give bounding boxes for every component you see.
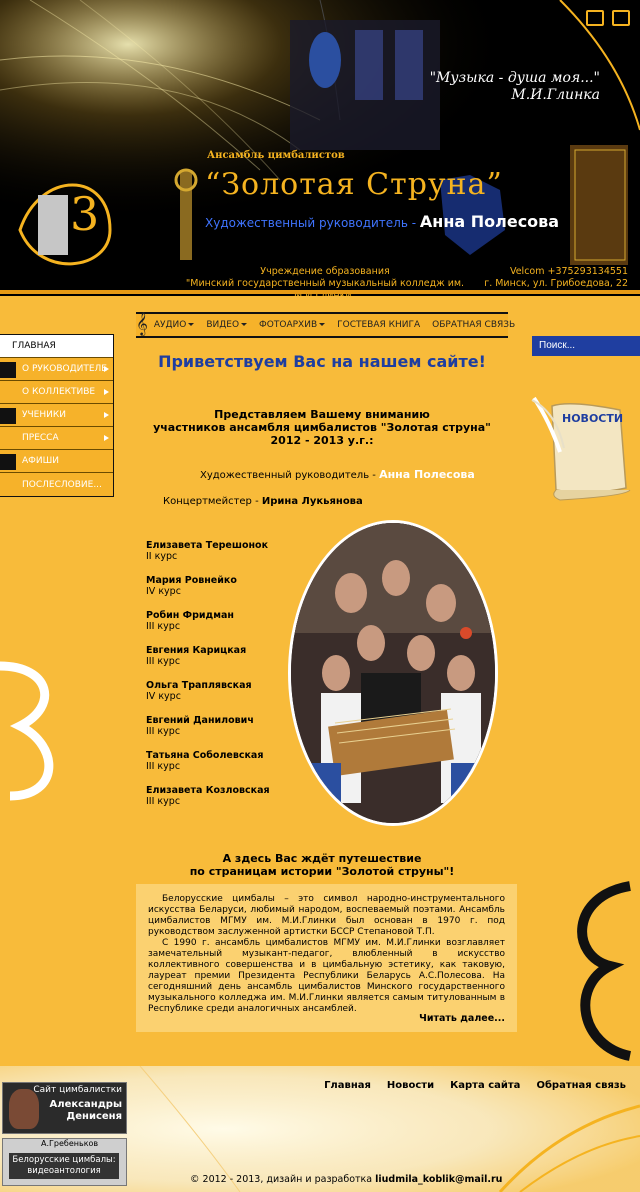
header-quote <box>430 70 600 104</box>
concertmaster-name: Ирина Лукьянова <box>261 496 363 507</box>
svg-text:3: 3 <box>70 187 100 241</box>
member-year: III курс <box>146 796 181 807</box>
member-name: Робин Фридман <box>146 610 234 621</box>
present-line: Представляем Вашему вниманию <box>214 408 430 421</box>
nav-feedback[interactable]: ОБРАТНАЯ СВЯЗЬ <box>432 320 516 330</box>
search-input[interactable] <box>532 336 640 356</box>
header-icons <box>586 10 630 26</box>
top-navigation <box>136 311 516 338</box>
nav-photo-archive[interactable]: ФОТОАРХИВ <box>253 320 331 330</box>
art-director-label: Художественный руководитель - <box>205 216 420 230</box>
sidebar-item-afterword[interactable]: ПОСЛЕСЛОВИЕ... <box>22 479 102 490</box>
member-name: Татьяна Соболевская <box>146 750 264 761</box>
member-name: Елизавета Козловская <box>146 785 270 796</box>
copyright-text: © 2012 - 2013, дизайн и разработка <box>190 1174 376 1185</box>
phone: Velcom +375293134551 <box>509 266 628 277</box>
sidebar-item-posters[interactable]: АФИШИ <box>0 450 113 473</box>
banner-author: А.Гребеньков <box>41 1139 99 1148</box>
institution-line1: Учреждение образования <box>260 266 390 277</box>
chevron-right-icon <box>104 435 109 441</box>
member-year: IV курс <box>146 691 181 702</box>
list-item <box>146 680 286 715</box>
member-year: III курс <box>146 761 181 772</box>
sidebar-item-students[interactable]: УЧЕНИКИ <box>0 404 113 427</box>
member-year: IV курс <box>146 586 181 597</box>
presentation-heading <box>136 408 508 447</box>
art-director-credit <box>200 468 475 481</box>
nav-guestbook[interactable]: ГОСТЕВАЯ КНИГА <box>337 320 421 330</box>
ensemble-title: “Золотая Струна” <box>205 167 503 202</box>
quote-author: М.И.Глинка <box>511 87 600 103</box>
footer-navigation <box>324 1080 626 1091</box>
welcome-heading: Приветствуем Вас на нашем сайте! <box>158 352 486 371</box>
sitemap-icon[interactable] <box>586 10 604 26</box>
chevron-down-icon <box>188 323 194 326</box>
footer-link-feedback[interactable]: Обратная связь <box>536 1080 626 1091</box>
journey-heading <box>136 852 508 878</box>
history-paragraph: С 1990 г. ансамбль цимбалистов МГМУ им. М.И.Глинки возглавляет замечательный музыкант-педагог, влюбленный в искусство коллективного совершенства и в цимбальную эстетику, как таковую, лауреат премии Президента Республики Беларусь А.С.Полесова. На сегодняшний день ансамбль цимбалистов Минского государственного музыкального колледжа им. М.И.Глинки является самым титулованным в Республике среди аналогичных ансамблей. <box>148 938 505 1014</box>
member-year: III курс <box>146 726 181 737</box>
header-banner <box>0 0 640 296</box>
ensemble-subtitle: Ансамбль цимбалистов <box>207 150 345 161</box>
content-area <box>0 296 640 1066</box>
quote-text: "Музыка - душа моя..." <box>429 70 600 86</box>
member-year: III курс <box>146 621 181 632</box>
list-item <box>146 540 286 575</box>
history-box <box>136 884 517 1032</box>
banner-video-anthology[interactable] <box>2 1138 127 1186</box>
list-item <box>146 645 286 680</box>
ensemble-photo-image <box>291 523 495 823</box>
banner-title: Сайт цимбалистки <box>33 1085 122 1095</box>
address: г. Минск, ул. Грибоедова, 22 <box>484 278 628 289</box>
banner-title: Белорусские цимбалы: видеоантология <box>9 1153 119 1179</box>
sidebar-item-director[interactable]: О РУКОВОДИТЕЛЕ <box>0 358 113 381</box>
list-item <box>146 715 286 750</box>
contacts <box>484 266 628 290</box>
present-line: участников ансамбля цимбалистов "Золотая струна" <box>153 421 491 434</box>
treble-clef-icon: 𝄞 <box>136 311 148 335</box>
sidebar-item-collective[interactable]: О КОЛЛЕКТИВЕ <box>0 381 113 404</box>
concertmaster-label: Концертмейстер - <box>163 496 262 507</box>
chevron-right-icon <box>104 389 109 395</box>
member-name: Евгений Данилович <box>146 715 254 726</box>
concertmaster-credit <box>163 496 363 507</box>
read-more-link[interactable]: Читать далее... <box>419 1013 505 1024</box>
journey-line: А здесь Вас ждёт путешествие <box>222 852 422 865</box>
ensemble-photo <box>288 520 498 826</box>
developer-email[interactable]: liudmila_koblik@mail.ru <box>375 1174 503 1185</box>
avatar <box>9 1089 39 1129</box>
footer-link-home[interactable]: Главная <box>324 1080 371 1091</box>
chevron-right-icon <box>104 412 109 418</box>
list-item <box>146 785 286 820</box>
members-list <box>146 540 286 820</box>
art-director-label: Художественный руководитель - <box>200 470 380 481</box>
member-year: II курс <box>146 551 178 562</box>
sidebar-menu <box>0 334 114 497</box>
news-label[interactable]: НОВОСТИ <box>562 412 624 425</box>
menu-marker <box>0 362 16 378</box>
member-year: III курс <box>146 656 181 667</box>
menu-marker <box>0 408 16 424</box>
news-scroll-icon[interactable] <box>530 392 640 502</box>
journey-line: по страницам истории "Золотой струны"! <box>189 865 455 878</box>
institution-line2: "Минский государственный музыкальный колледж им. <box>185 278 465 289</box>
chevron-right-icon <box>104 366 109 372</box>
footer-link-news[interactable]: Новости <box>386 1080 435 1091</box>
art-director-name: Анна Полесова <box>419 212 560 231</box>
history-paragraph: Белорусские цимбалы – это символ народно-инструментального искусства Беларуси, любимый народом, воспеваемый поэтами. Ансамбль цимбалистов МГМУ им. М.И.Глинки был основан в 1970 г. под руководством заслуженной артистки БССР Степановой Т.П. <box>148 894 505 937</box>
footer <box>0 1066 640 1192</box>
home-icon[interactable] <box>612 10 630 26</box>
list-item <box>146 575 286 610</box>
header-divider <box>0 290 640 294</box>
art-director-name: Анна Полесова <box>379 468 475 481</box>
header-art-director <box>205 212 559 231</box>
member-name: Елизавета Терешонок <box>146 540 269 551</box>
member-name: Ольга Траплявская <box>146 680 252 691</box>
swirl-decoration-right <box>560 866 640 1066</box>
copyright <box>190 1174 502 1185</box>
list-item <box>146 610 286 645</box>
chevron-down-icon <box>319 323 325 326</box>
footer-link-sitemap[interactable]: Карта сайта <box>450 1080 521 1091</box>
member-name: Евгения Карицкая <box>146 645 247 656</box>
member-name: Мария Ровнейко <box>146 575 237 586</box>
sidebar-item-press[interactable]: ПРЕССА <box>0 427 113 450</box>
menu-marker <box>0 454 16 470</box>
nav-video[interactable]: ВИДЕО <box>200 320 253 330</box>
sidebar-item-home[interactable]: ГЛАВНАЯ <box>0 335 113 358</box>
header-rays-decoration <box>0 0 640 296</box>
swirl-decoration-left <box>0 646 80 806</box>
list-item <box>146 750 286 785</box>
chevron-down-icon <box>241 323 247 326</box>
banner-denisenya-site[interactable] <box>2 1082 127 1134</box>
nav-audio[interactable]: АУДИО <box>148 320 201 330</box>
present-line: 2012 - 2013 у.г.: <box>270 434 374 447</box>
banner-name: Александры Денисеня <box>49 1099 122 1122</box>
